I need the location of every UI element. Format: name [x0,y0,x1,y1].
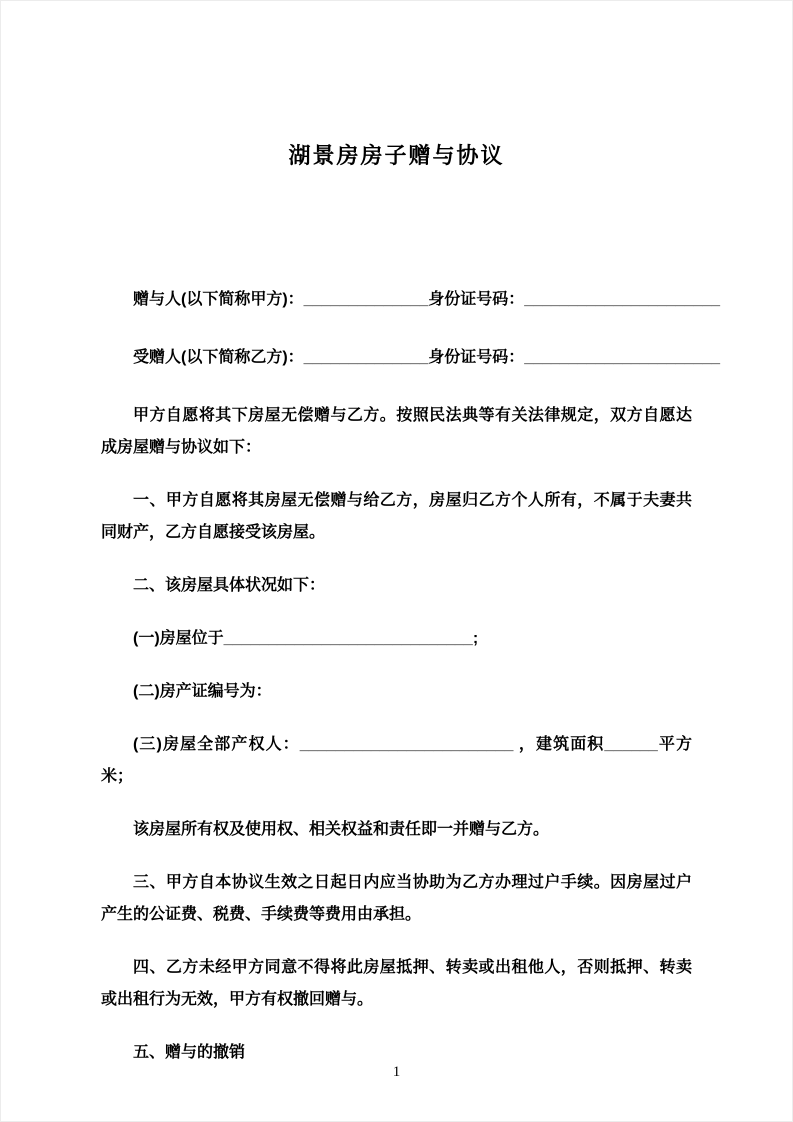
donor-label: 赠与人(以下简称甲方)： [133,291,304,308]
donee-name-blank: ______________ [303,349,429,366]
clause-intro: 甲方自愿将其下房屋无偿赠与乙方。按照民法典等有关法律规定，双方自愿达成房屋赠与协议如下： [101,407,692,456]
clause-5-heading: 五、赠与的撤销 [133,1044,246,1061]
clause-3: 三、甲方自本协议生效之日起日内应当协助为乙方办理过户手续。因房屋过户产生的公证费、税费、手续费等费用由承担。 [101,874,692,923]
clause-2: 二、该房屋具体状况如下： [133,577,326,594]
page-number: 1 [392,1064,401,1080]
document-content [1,1,792,1069]
page-footer [1,1064,792,1081]
document-title: 湖景房房子赠与协议 [288,143,505,168]
donor-name-blank: ______________ [303,291,429,308]
donee-id-label: 身份证号码： [428,349,525,366]
donor-line [101,284,721,316]
clause-4: 四、乙方未经甲方同意不得将此房屋抵押、转卖或出租他人，否则抵押、转卖或出租行为无效，甲方有权撤回赠与。 [101,959,692,1008]
clause-2-note: 该房屋所有权及使用权、相关权益和责任即一并赠与乙方。 [133,821,550,838]
clause-2-item-2: (二)房产证编号为： [133,683,272,700]
donee-line [101,342,721,374]
donor-id-blank: ______________________ [524,291,721,308]
donor-id-label: 身份证号码： [428,291,525,308]
donee-label: 受赠人(以下简称乙方)： [133,349,304,366]
clause-1: 一、甲方自愿将其房屋无偿赠与给乙方，房屋归乙方个人所有，不属于夫妻共同财产，乙方自愿接受该房屋。 [101,492,692,541]
donee-id-blank: ______________________ [524,349,721,366]
clause-2-item-3: (三)房屋全部产权人：________________________ ，建筑面积______平方米； [101,736,692,785]
clause-2-item-1: (一)房屋位于____________________________; [133,630,479,647]
